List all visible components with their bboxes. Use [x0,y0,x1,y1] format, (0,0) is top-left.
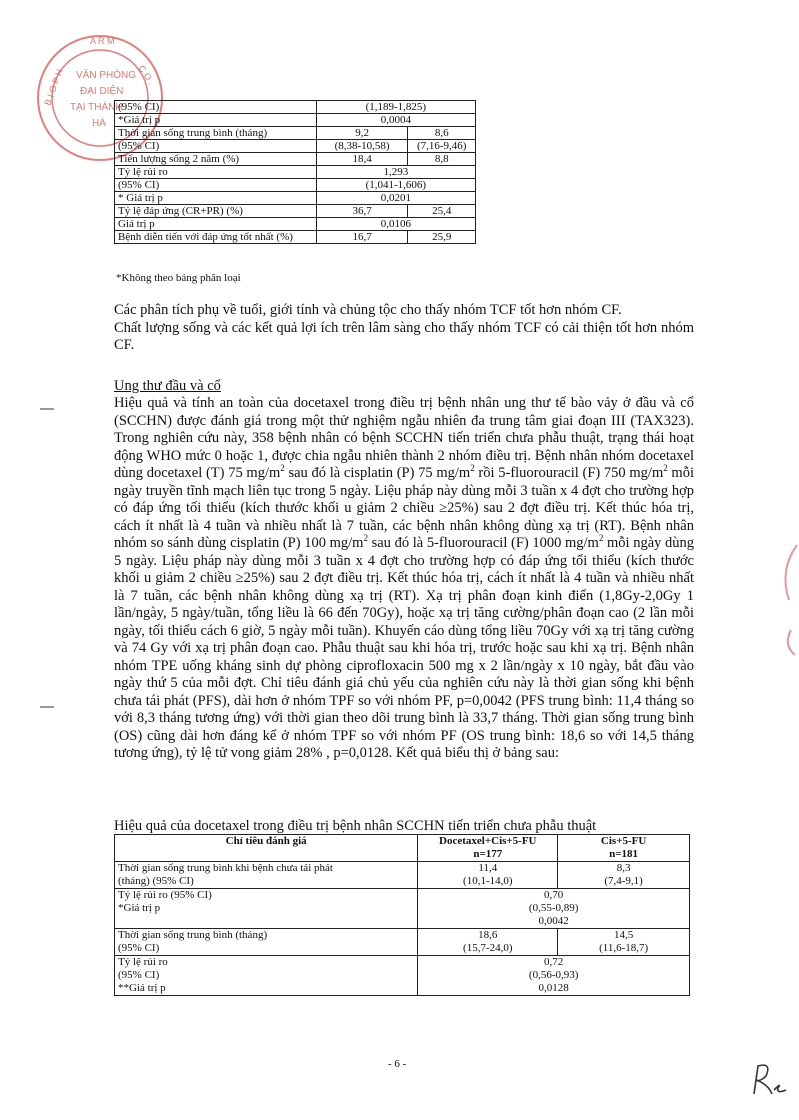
row-value-tcf: 36,7 [316,205,408,218]
svg-text:ĐẠI DIỆN: ĐẠI DIỆN [80,86,124,97]
table-row [115,929,690,956]
row-value-tcf: 16,7 [316,231,408,244]
text-segment: mỗi ngày truyền tĩnh mạch liên tục trong 5 ngày. Liệu pháp này dùng mỗi 3 tuần x 4 đợt cho trường hợp có đáp ứng tối thiểu (kích thước khối u giảm 2 chiều ≥25%) sau 2 đợt điều trị. Kết thúc hóa trị, cách ít nhất là 4 tuần và nhiều nhất là 7 tuần, các bệnh nhân không dùng xạ trị (RT). Bệnh nhân nhóm so sánh dùng cisplatin (P) 100 mg/m [114,465,694,551]
row-value: 0,0106 [316,218,475,231]
table-row [115,140,476,153]
row-value-pf: 8,3 (7,4-9,1) [558,862,690,889]
superscript: 2 [663,463,668,474]
results-table-1 [114,100,476,244]
row-value-cf: (7,16-9,46) [408,140,476,153]
table-row [115,889,690,929]
text-segment: rồi 5-fluorouracil (F) 750 mg/m [474,465,664,481]
row-value-pf: 14,5 (11,6-18,7) [558,929,690,956]
table-footnote: *Không theo bảng phân loại [116,272,241,284]
text-segment: sau đó là cisplatin (P) 75 mg/m [284,465,471,481]
row-label: Thời gian sống trung bình khi bệnh chưa tái phát (tháng) (95% CI) [115,862,418,889]
row-label: (95% CI) [115,179,317,192]
row-label: *Giá trị p [115,114,317,127]
section-heading: Ung thư đầu và cổ [114,378,221,394]
row-label: Tỷ lệ rủi ro (95% CI) **Giá trị p [115,956,418,996]
row-value-tcf: (8,38-10,58) [316,140,408,153]
row-value-tcf: 18,4 [316,153,408,166]
table-row [115,153,476,166]
row-value-cf: 25,4 [408,205,476,218]
table-row [115,114,476,127]
table-row [115,862,690,889]
svg-text:HÀ: HÀ [92,118,106,129]
subgroup-paragraph [114,302,694,355]
table-row [115,101,476,114]
table-row [115,192,476,205]
table-header-row [115,835,690,862]
table-row [115,166,476,179]
row-value: (1,041-1,606) [316,179,475,192]
row-value-tpf: 18,6 (15,7-24,0) [418,929,558,956]
svg-text:VĂN PHÒNG: VĂN PHÒNG [76,70,137,81]
svg-text:C O .: C O . [136,63,157,87]
table-row [115,231,476,244]
header-pf: Cis+5-FU n=181 [558,835,690,862]
row-value: 1,293 [316,166,475,179]
row-label: Giá trị p [115,218,317,231]
row-label: Tỷ lệ đáp ứng (CR+PR) (%) [115,205,317,218]
table-row [115,127,476,140]
table-caption: Hiệu quả của docetaxel trong điều trị bệnh nhân SCCHN tiến triển chưa phẫu thuật [114,818,597,834]
text-segment: mỗi ngày dùng 5 ngày. Liệu pháp này dùng mỗi 3 tuần x 4 đợt cho trường hợp có đáp ứng tối thiểu (kích thước khối u giảm 2 chiều ≥25%) sau 2 đợt điều trị. Kết thúc hóa trị, cách ít nhất là 4 tuần và nhiều nhất là 7 tuần, các bệnh nhân không dùng xạ trị (RT). Xạ trị phân đoạn kinh điển (1,8Gy-2,0Gy 1 lần/ngày, 5 ngày/tuần, tổng liều là 66 đến 70Gy), hoặc xạ trị tăng cường/phân đoạn cao (2 lần mỗi ngày, tối thiểu cách 6 giờ, 5 ngày mỗi tuần). Khuyến cáo dùng tổng liều 70Gy với xạ trị tăng cường và 74 Gy với xạ trị phân đoạn cao. Phẫu thuật sau khi hóa trị, trước hoặc sau khi xạ trị. Bệnh nhân nhóm TPE uống kháng sinh dự phòng ciprofloxacin 500 mg x 2 lần/ngày x 10 ngày, bắt đầu vào ngày thứ 5 của mỗi đợt. Chỉ tiêu đánh giá chủ yếu của nghiên cứu này là thời gian sống khi bệnh chưa tái phát (PFS), dài hơn ở nhóm TPF so với nhóm PF, p=0,0042 (PFS trung bình: 11,4 tháng so với 8,3 tháng tương ứng) với thời gian theo dõi trung bình là 33,7 tháng. Thời gian sống trung bình (OS) cũng dài hơn đáng kể ở nhóm TPF so với nhóm PF (OS trung bình: 18,6 so với 14,5 tháng tương ứng), tỷ lệ tử vong giảm 28% , p=0,0128. Kết quả biểu thị ở bảng sau: [114,535,695,761]
superscript: 2 [280,463,285,474]
subgroup-line-1: Các phân tích phụ về tuổi, giới tính và chủng tộc cho thấy nhóm TCF tốt hơn nhóm CF. [114,302,622,318]
row-value-cf: 25,9 [408,231,476,244]
row-label: Bệnh diễn tiến với đáp ứng tốt nhất (%) [115,231,317,244]
row-label: (95% CI) [115,140,317,153]
edge-stamp-fragment [769,540,799,660]
row-label: Tiến lượng sống 2 năm (%) [115,153,317,166]
table-row [115,218,476,231]
row-label: Tỷ lệ rủi ro [115,166,317,179]
row-label: Tỷ lệ rủi ro (95% CI) *Giá trị p [115,889,418,929]
header-tpf: Docetaxel+Cis+5-FU n=177 [418,835,558,862]
row-value: 0,0201 [316,192,475,205]
text-segment: sau đó là 5-fluorouracil (F) 1000 mg/m [367,535,599,551]
row-label: * Giá trị p [115,192,317,205]
head-neck-paragraph [114,395,694,763]
svg-text:B I O P H: B I O P H [42,67,65,107]
row-value-cf: 8,8 [408,153,476,166]
row-value-cf: 8,6 [408,127,476,140]
header-criteria: Chỉ tiêu đánh giá [115,835,418,862]
table-row [115,205,476,218]
svg-text:A R M: A R M [90,36,115,46]
row-value-tcf: 9,2 [316,127,408,140]
initials-signature [748,1060,792,1100]
row-value: (1,189-1,825) [316,101,475,114]
superscript: 2 [598,533,604,544]
results-table-2 [114,834,690,996]
table-row [115,179,476,192]
margin-mark [40,408,54,410]
text-segment: Hiệu quả và tính an toàn của docetaxel trong điều trị bệnh nhân ung thư tế bào vảy ở đầu và cổ (SCCHN) được đánh giá trong một thử nghiệm ngẫu nhiên đa trung tâm giai đoạn III (TAX323). Trong nghiên cứu này, 358 bệnh nhân có bệnh SCCHN tiến triển chưa phẫu thuật, trạng thái hoạt động WHO mức 0 hoặc 1, được chia ngẫu nhiên thành 2 nhóm điều trị. Bệnh nhân nhóm docetaxel dùng docetaxel (T) 75 mg/m [114,395,694,481]
row-label: Thời gian sống trung bình (tháng) (95% CI) [115,929,418,956]
page-number: - 6 - [388,1058,407,1070]
row-value: 0,72 (0,56-0,93) 0,0128 [418,956,690,996]
margin-mark [40,706,54,708]
superscript: 2 [363,533,368,544]
superscript: 2 [470,463,475,474]
row-label: Thời gian sống trung bình (tháng) [115,127,317,140]
row-value-tpf: 11,4 (10,1-14,0) [418,862,558,889]
row-label: (95% CI) [115,101,317,114]
table-row [115,956,690,996]
row-value: 0,70 (0,55-0,89) 0,0042 [418,889,690,929]
svg-text:TẠI THÀNH: TẠI THÀNH [70,102,123,113]
subgroup-line-2: Chất lượng sống và các kết quả lợi ích trên lâm sàng cho thấy nhóm TCF có cải thiện tốt hơn nhóm CF. [114,319,694,353]
row-value: 0,0004 [316,114,475,127]
